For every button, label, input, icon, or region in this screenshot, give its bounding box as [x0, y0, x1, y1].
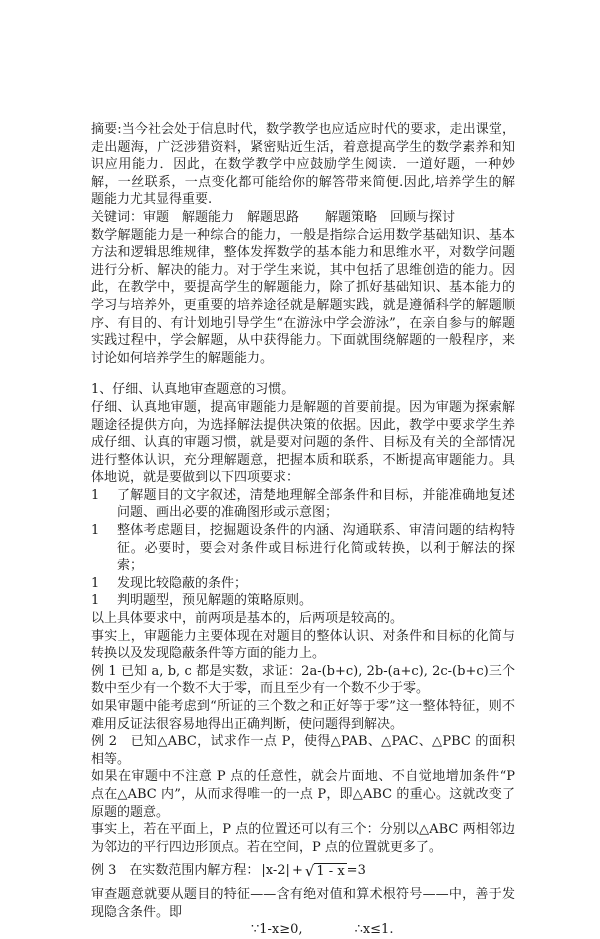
requirement-number: 1: [91, 593, 100, 609]
equation-rhs: =3: [346, 863, 366, 879]
absolute-value-term: |x-2|: [261, 863, 290, 879]
example-2: 例 2 已知△ABC，试求作一点 P，使得△PAB、△PAC、△PBC 的面积相等。: [91, 734, 515, 767]
requirement-number: 1: [91, 575, 100, 591]
condition-therefore: ∴x≤1.: [354, 922, 394, 938]
abstract: 摘要:当今社会处于信息时代，数学教学也应适应时代的要求，走出课堂，走出题海，广泛涉猎资料，紧密贴近生活，着意提高学生的数学素养和知识应用能力．因此，在数学教学中应鼓励学生阅读．一道好题，一种妙解，一丝联系，一点变化都可能给你的解答带来简便.因此,培养学生的解题能力尤其显得重要.: [91, 122, 515, 208]
intro-paragraph: 数学解题能力是一种综合的能力，一般是指综合运用数学基础知识、基本方法和逻辑思维规律，整体发挥数学的基本能力和思维水平，对数学问题进行分析、解决的能力。对于学生来说，其中包括了思维创造的能力。因此，在教学中，要提高学生的解题能力，除了抓好基础知识、基本能力的学习与培养外，更重要的培养途径就是解题实践，就是遵循科学的解题顺序、有目的、有计划地引导学生“在游泳中学会游泳”，在亲自参与的解题实践过程中，学会解题，从中获得能力。下面就围绕解题的一般程序，来讨论如何培养学生的解题能力。: [91, 227, 515, 366]
square-root-term: [305, 863, 347, 879]
example-1: 例 1 已知 a, b, c 都是实数，求证：2a-(b+c), 2b-(a+c), 2c-(b+c)三个数中至少有一个数不大于零，而且至少有一个数不少于零。: [91, 663, 515, 697]
requirement-text: 发现比较隐蔽的条件；: [117, 575, 248, 591]
example-2-note-2: 事实上，若在平面上，P 点的位置还可以有三个：分别以△ABC 两相邻边为邻边的平行四边形顶点。若在空间，P 点的位置就更多了。: [91, 822, 515, 855]
radicand: 1 - x: [316, 864, 345, 880]
requirement-text: 判明题型，预见解题的策略原则。: [117, 593, 313, 609]
requirement-item: [91, 575, 515, 593]
section-1-title: 1、仔细、认真地审查题意的习惯。: [91, 382, 295, 398]
keywords: 关键词：审题 解题能力 解题思路 解题策略 回顾与探讨: [91, 209, 456, 225]
example-2-note-1: 如果在审题中不注意 P 点的任意性，就会片面地、不自觉地增加条件“P 点在△ABC 内”，从而求得唯一的一点 P，即△ABC 的重心。这就改变了原题的题意。: [91, 769, 515, 820]
example-1-note: 如果审题中能考虑到“所证的三个数之和正好等于零”这一整体特征，则不难用反证法很容易地得出正确判断，使问题得到解决。: [91, 699, 515, 732]
radical-icon: √: [304, 862, 315, 881]
condition-because: ∵1-x≥0,: [251, 922, 303, 938]
example-3-label: 例 3 在实数范围内解方程：: [91, 863, 260, 879]
requirement-number: 1: [91, 523, 100, 539]
requirement-text: 整体考虑题目，挖掘题设条件的内涵、沟通联系、审清问题的结构特征。必要时，要会对条件或目标进行化简或转换，以利于解法的探索；: [117, 523, 515, 574]
requirement-text: 了解题目的文字叙述，清楚地理解全部条件和目标，并能准确地复述问题、画出必要的准确图形或示意图；: [117, 487, 515, 521]
requirement-item: [91, 487, 515, 522]
requirement-item: [91, 522, 515, 575]
example-3-note: 审查题意就要从题目的特征——含有绝对值和算术根符号——中，善于发现隐含条件。即: [91, 886, 515, 920]
example-3: [91, 862, 515, 880]
requirement-item: [91, 592, 515, 610]
spacer: [91, 367, 515, 381]
summary-1: 以上具体要求中，前两项是基本的，后两项是较高的。: [91, 611, 404, 627]
document-page: [91, 121, 515, 939]
section-1-body: 仔细、认真地审题，提高审题能力是解题的首要前提。因为审题为探索解题途径提供方向，为选择解法提供决策的依据。因此，教学中要求学生养成仔细、认真的审题习惯，就是要对问题的条件、目标及有关的全部情况进行整体认识，充分理解题意，把握本质和联系，不断提高审题能力。具体地说，就是要做到以下四项要求：: [91, 399, 515, 486]
conditions-line: [91, 921, 515, 939]
plus-sign: +: [291, 863, 303, 879]
requirement-number: 1: [91, 487, 100, 503]
summary-2: 事实上，审题能力主要体现在对题目的整体认识、对条件和目标的化简与转换以及发现隐蔽条件等方面的能力上。: [91, 628, 515, 662]
